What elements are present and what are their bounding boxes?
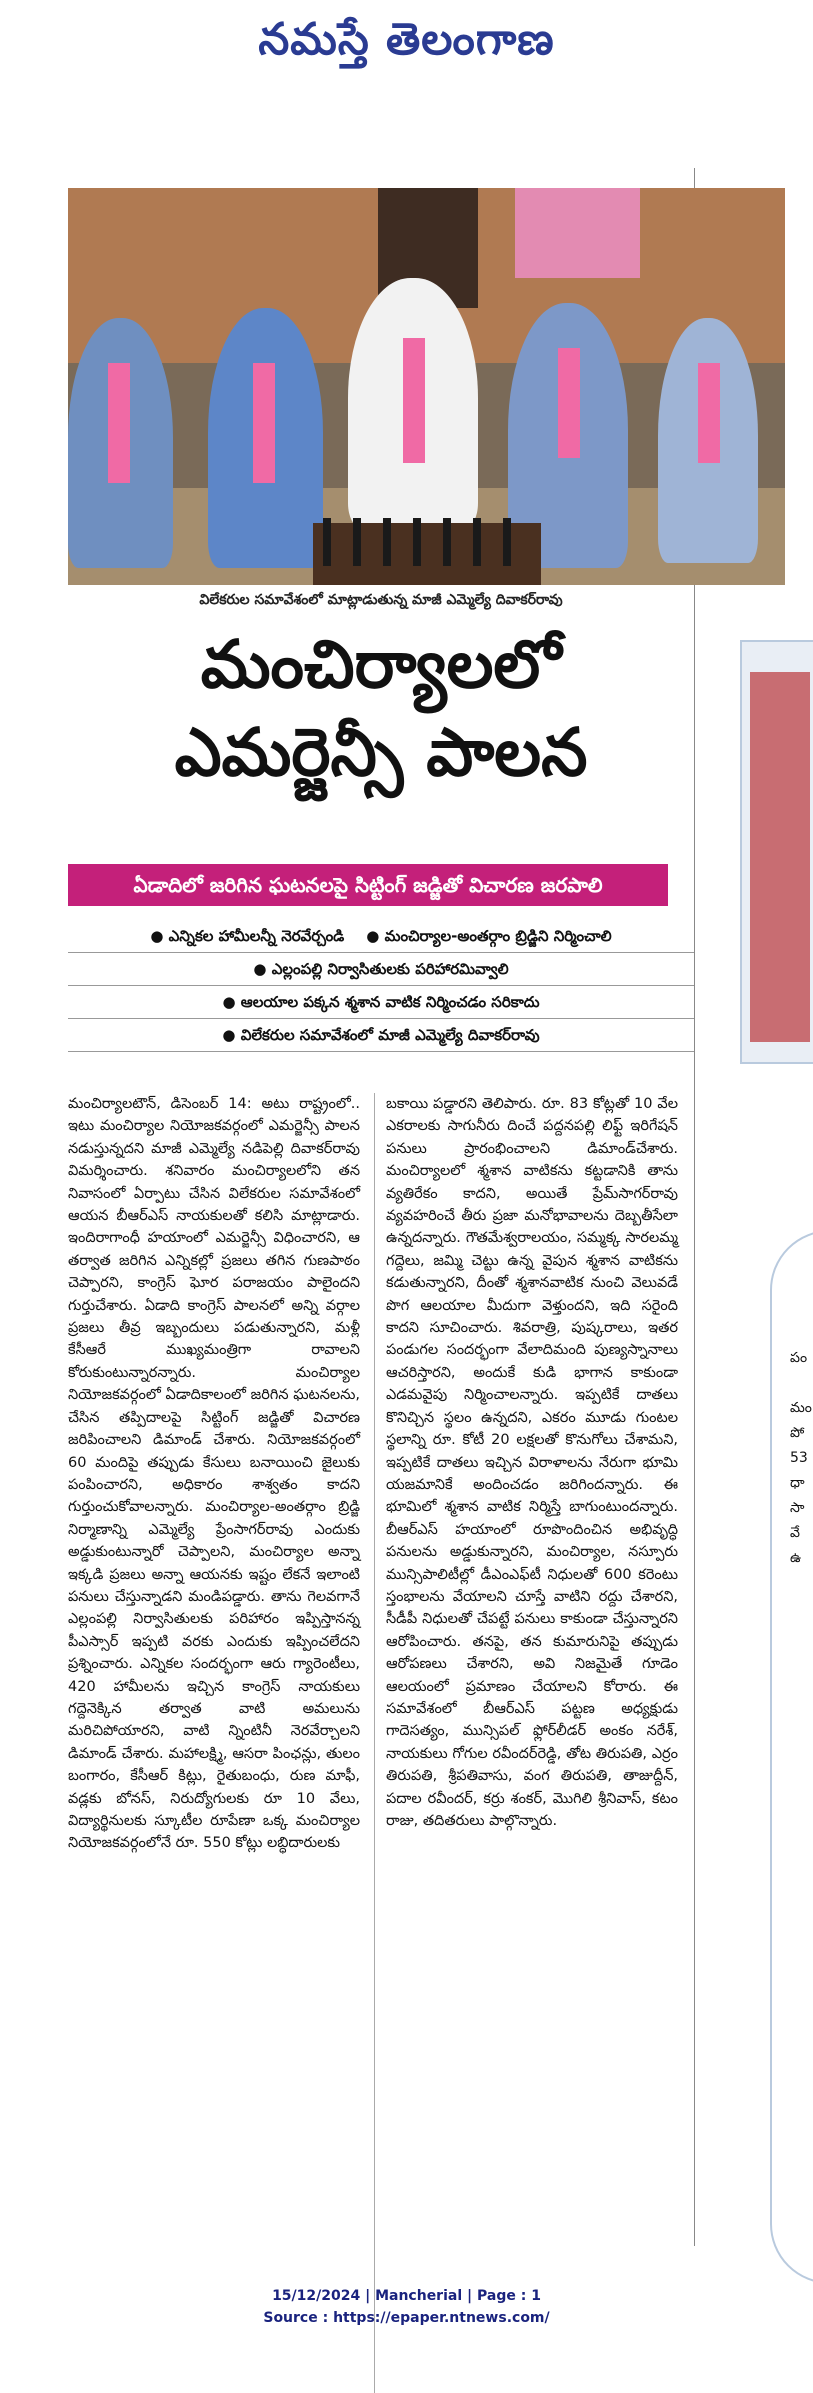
bullet-row: [68, 953, 694, 986]
adjacent-text-fragment: ఉ: [790, 1550, 802, 1566]
microphone: [443, 518, 451, 566]
headline: [68, 621, 694, 797]
bullet-row: [68, 1019, 694, 1052]
microphone: [413, 518, 421, 566]
photo-scarf: [558, 348, 580, 458]
bullet-row: [68, 920, 694, 953]
photo-banner: [515, 188, 640, 278]
body-column-left: మంచిర్యాలటౌన్, డిసెంబర్ 14: అటు రాష్ట్రంలో.. ఇటు మంచిర్యాల నియోజకవర్గంలో ఎమర్జెన్సీ పాలన నడుస్తున్నదని మాజీ ఎమ్మెల్యే నడిపెల్లి దివాకర్‌రావు విమర్శించారు. శనివారం మంచిర్యాలలోని తన నివాసంలో ఏర్పాటు చేసిన విలేకరుల సమావేశంలో ఆయన బీఆర్‌ఎస్ నాయకులతో కలిసి మాట్లాడారు. ఇందిరాగాంధీ హయాంలో ఎమర్జెన్సీ విధించారని, ఆ తర్వాత జరిగిన ఎన్నికల్లో ప్రజలు తగిన గుణపాఠం చెప్పారని, కాంగ్రెస్ ఘోర పరాజయం పాలైందని గుర్తుచేశారు. ఏడాది కాంగ్రెస్ పాలనలో అన్ని వర్గాల ప్రజలు తీవ్ర ఇబ్బందులు పడుతున్నారని, మళ్లీ కేసీఆరే ముఖ్యమంత్రిగా రావాలని కోరుకుంటున్నారన్నారు. మంచిర్యాల నియోజకవర్గంలో ఏడాదికాలంలో జరిగిన ఘటనలను, చేసిన తప్పిదాలపై సిట్టింగ్ జడ్జితో విచారణ జరిపించాలని డిమాండ్ చేశారు. నియోజకవర్గంలో 60 మందిపై తప్పుడు కేసులు బనాయించి జైలుకు పంపించారని, అధికారం శాశ్వతం కాదని గుర్తుంచుకోవాలన్నారు. మంచిర్యాల-అంతర్గాం బ్రిడ్జి నిర్మాణాన్ని ఎమ్మెల్యే ప్రేంసాగర్‌రావు ఎందుకు అడ్డుకుంటున్నారో చెప్పాలని, మంచిర్యాల అన్నా ఇక్కడి ప్రజలు అన్నా ఆయనకు ఇష్టం లేకనే ఇలాంటి పనులు చేస్తున్నాడని మండిపడ్డారు. తాను గెలవగానే ఎల్లంపల్లి నిర్వాసితులకు పరిహారం ఇప్పిస్తానన్న పీఎస్సార్ ఇప్పటి వరకు ఎందుకు ఇప్పించలేదని ప్రశ్నించారు. ఎన్నికల సందర్భంగా ఆరు గ్యారెంటీలు, 420 హామీలను ఇచ్చిన కాంగ్రెస్ నాయకులు గద్దెనెక్కిన తర్వాత వాటి అమలును మరిచిపోయారని, వాటి న్నింటినీ నెరవేర్చాలని డిమాండ్ చేశారు. మహాలక్ష్మి, ఆసరా పింఛన్లు, తులం బంగారం, కేసీఆర్ కిట్లు, రైతుబంధు, రుణ మాఫీ, వడ్లకు బోనస్, నిరుద్యోగులకు రూ 10 వేలు, విద్యార్థినులకు స్కూటీల రూపేణా ఒక్క మంచిర్యాల నియోజకవర్గంలోనే రూ. 550 కోట్లు లబ్ధిదారులకు: [68, 1096, 360, 1852]
adjacent-text-fragment: సా: [790, 1500, 805, 1516]
photo-scarf: [698, 363, 720, 463]
newspaper-title: నమస్తే తెలంగాణ: [258, 14, 555, 65]
microphone: [383, 518, 391, 566]
highlight-bullets: [68, 920, 694, 1052]
adjacent-photo: [750, 672, 810, 1042]
bullet-item: ● మంచిర్యాల-అంతర్గాం బ్రిడ్జిని నిర్మించాలి: [366, 920, 611, 952]
bullet-item: ● ఎల్లంపల్లి నిర్వాసితులకు పరిహారమివ్వాలి: [253, 953, 508, 985]
adjacent-text-fragment: ధా: [790, 1475, 805, 1491]
microphone: [503, 518, 511, 566]
press-meet-photo: [68, 188, 785, 585]
adjacent-text-fragment: వే: [790, 1525, 800, 1541]
microphone: [323, 518, 331, 566]
masthead: [0, 0, 813, 80]
bullet-item: ● ఎన్నికల హామీలన్నీ నెరవేర్చండి: [150, 920, 344, 952]
photo-scarf: [403, 338, 425, 463]
body-column-right: బకాయి పడ్డారని తెలిపారు. రూ. 83 కోట్లతో 10 వేల ఎకరాలకు సాగునీరు దించే పద్దనపల్లి లిఫ్ట్ ఇరిగేషన్ పనులు ప్రారంభించాలని డిమాండ్‌చేశారు. మంచిర్యాలలో శ్మశాన వాటికను కట్టడానికి తాను వ్యతిరేకం కాదని, అయితే ప్రేమ్‌సాగర్‌రావు వ్యవహరించే తీరు ప్రజా మనోభావాలను దెబ్బతీసేలా ఉన్నదన్నారు. గౌతమేశ్వరాలయం, సమ్మక్క సారలమ్మ గద్దెలు, జమ్మి చెట్టు ఉన్న వైపున శ్మశాన వాటికను కడుతున్నారని, దీంతో శ్మశానవాటిక నుంచి వెలువడే పొగ ఆలయాల మీదుగా వెళ్తుందని, ఇది సరైంది కాదని సూచించారు. శివరాత్రి, పుష్కరాలు, ఇతర పండుగల సందర్భంగా వేలాదిమంది పుణ్యస్నానాలు ఆచరిస్తారని, అందుకే కుడి భాగాన కాకుండా ఎడమవైపు నిర్మించాలన్నారు. ఇప్పటికే దాతలు కొనిచ్చిన స్థలం ఉన్నదని, ఎకరం మూడు గుంటల స్థలాన్ని రూ. కోటీ 20 లక్షలతో కొనుగోలు చేశామని, ఇప్పటికే దాతలు ఇచ్చిన విరాళాలను నేరుగా భూమి యజమానికే అందించడం జరిగిందన్నారు. ఈ భూమిలో శ్మశాన వాటిక నిర్మిస్తే బాగుంటుందన్నారు. బీఆర్‌ఎస్ హయాంలో రూపొందించిన అభివృద్ధి పనులను అడ్డుకున్నారని, మంచిర్యాల, నస్పూరు మున్సిపాలిటీల్లో డీఎంఎఫ్‌టీ నిధులతో 600 కరెంటు స్తంభాలను వేయాలని చూస్తే వాటిని రద్దు చేశారని, సీడీపీ నిధులతో చేపట్టే పనులు కాకుండా చేస్తున్నారని ఆరోపించారు. తనపై, తన కుమారునిపై తప్పుడు ఆరోపణలు చేశారని, అవి నిజమైతే గూడెం ఆలయంలో ప్రమాణం చేయాలని కోరారు. ఈ సమావేశంలో బీఆర్‌ఎస్ పట్టణ అధ్యక్షుడు గాదెసత్యం, మున్సిపల్ ఫ్లోర్‌లీడర్ అంకం నరేశ్, నాయకులు గోగుల రవీందర్‌రెడ్డి, తోట తిరుపతి, ఎర్రం తిరుపతి, శ్రీపతివాసు, వంగ తిరుపతి, తాజుద్దీన్, పదాల రవీందర్, కర్రు శంకర్, మొగిలి శ్రీనివాస్, కటం రాజు, తదితరులు పాల్గొన్నారు.: [386, 1096, 678, 1829]
footer-source: Source : https://epaper.ntnews.com/: [263, 2310, 550, 2326]
adjacent-photo-strip: [740, 640, 813, 1064]
microphone: [353, 518, 361, 566]
column-divider: [374, 1093, 375, 2393]
bullet-item: ● విలేకరుల సమావేశంలో మాజీ ఎమ్మెల్యే దివాకర్‌రావు: [222, 1019, 539, 1051]
article: [68, 168, 695, 2246]
footer-dateline: 15/12/2024 | Mancherial | Page : 1: [272, 2288, 541, 2304]
adjacent-text-fragment: పం: [790, 1350, 808, 1366]
headline-line-1: మంచిర్యాలలో: [200, 626, 562, 703]
photo-scarf: [253, 363, 275, 483]
adjacent-text-fragment: పో: [790, 1425, 805, 1441]
adjacent-article-frame: [770, 1230, 813, 2284]
bullet-item: ● ఆలయాల పక్కన శ్మశాన వాటిక నిర్మించడం సరికాదు: [222, 986, 539, 1018]
bullet-row: [68, 986, 694, 1019]
adjacent-text-fragment: మం: [790, 1400, 812, 1416]
microphone: [473, 518, 481, 566]
photo-scarf: [108, 363, 130, 483]
headline-line-2: ఎమర్జెన్సీ పాలన: [174, 714, 588, 791]
adjacent-text-fragment: 53: [790, 1450, 808, 1466]
photo-caption: విలేకరుల సమావేశంలో మాట్లాడుతున్న మాజీ ఎమ్మెల్యే దివాకర్‌రావు: [199, 592, 563, 608]
subheadline-band: ఏడాదిలో జరిగిన ఘటనలపై సిట్టింగ్ జడ్జితో విచారణ జరపాలి: [68, 864, 668, 906]
